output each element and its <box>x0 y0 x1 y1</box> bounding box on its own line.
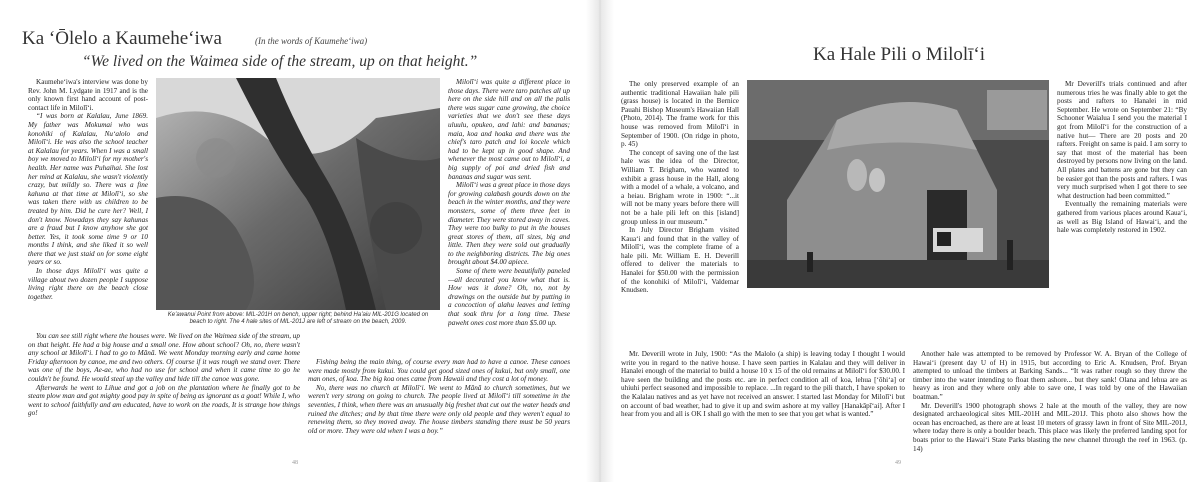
right-bottom-left-block <box>621 350 905 458</box>
bryan-paragraph: Another hale was attempted to be removed by Professor W. A. Bryan of the College of Hawaiʻi (present day U of H) in 1915, but according to Eric A. Knudsen, Prof. Bryan attempted to unload the timbers at Barking Sands... “It was rather rough so they threw the timber into the water intending to float them ashore... but they sank! Olana and lehua are as heavy as iron and they where only able to save one, I was told by one of the Hawaiian boatman.” <box>913 350 1187 401</box>
bottom-paragraph-1: You can see still right where the houses were. We lived on the Waimea side of the stream, up on that height. He had a big house and a small one. How about school? Oh, no, there wasn't any school at Milolīʻi. I had to go to Mānā. We went Monday morning early and came home Friday afternoon by canoe, me and two others. Of course if it was rough we stand over. There was one of the boys, Ae-ae, who had no use for school and when it came time to go he couldn't be found. He would steal up the valley and hide till the canoe was gone. <box>28 332 300 383</box>
landscape-image <box>156 78 440 310</box>
intro-paragraph: Kaumeheʻiwa's interview was done by Rev. John M. Lydgate in 1917 and is the only known first hand account of post-contact life in Milolīʻi. <box>28 78 148 112</box>
quote-paragraph-2: In those days Milolīʻi was quite a village about two dozen people I suppose living right there on the beach close together. <box>28 267 148 301</box>
brigham-paragraph: The concept of saving one of the last hale was the idea of the Director, William T. Brigham, who wanted to exhibit a grass house in the Hall, along with a model of a whale, a volcano, and a heiau. Brigham wrote in 1900: “...it will not be many years before there will not be a hale pili left on this [island] group unless in our museum.” <box>621 148 739 226</box>
right-page-title: Ka Hale Pili o Milolīʻi <box>813 44 986 65</box>
church-paragraph: No, there was no church at Milolīʻi. We went to Mānā to church sometimes, but we weren't very strong on going to church. The people lived at Milolīʻi till sometime in the seventies, I think, when there was an unusually big freshet that cut out the water heads and ruined the ditches; and by that time there were only old people and they weren't equal to renewing them, so they moved away. The house timbers standing there must be 50 years old or more. They were old when I was a boy.” <box>308 383 570 435</box>
col3-paragraph-2: Milolīʻi was a great place in those days for growing calabash gourds down on the beach in the winter months, and they were monsters, some of them three feet in diameter. They were stored away in caves. They were too bulky to put in the houses great stores of them, all sizes, big and little. Then they were sold out gradually to the neighboring districts. The big ones brought about $4.00 apiece. <box>448 181 570 267</box>
deverill-offer-paragraph: In July Director Brigham visited Kauaʻi and found that in the valley of Milolīʻi, was the complete frame of a hale pili. Mr. William E. H. Deverill offered to deliver the materials to Hanalei for $50.00 with the permission of the konohiki of Milolīʻi, Valdemar Knudsen. <box>621 226 739 295</box>
right-column-1 <box>621 80 739 348</box>
hale-intro-paragraph: The only preserved example of an authentic traditional Hawaiian hale pili (grass house) is located in the Bernice Pauahi Bishop Museum's Hawaiian Hall (Photo, 2014). The frame work for this house was removed from Milolīʻi in September of 1900. (On ridge in photo, p. 45) <box>621 80 739 149</box>
left-bottom-right-block <box>308 358 570 458</box>
deverill-letter-paragraph: Mr. Deverill wrote in July, 1900: “As the Malolo (a ship) is leaving today I thought I would write you in regard to the native house. I have seen parties in Kalalau and they will deliver in Hanalei enough of the material to build a house 10 x 15 of the old remains at Milolīʻi for $30.00. I have seen the building and the posts etc. are in perfect condition all of koa, lehua [ʻōhiʻa] or uhiuhi perfect seasoned and impossible to replace. ...In regard to the pili thatch, I have spoken to the Kalalau natives and as yet have not received an answer. I started last Monday for Milolīʻi but on account of bad weather, had to give it up and swim ashore at my valley [Hanakāpīʻai]. After I hear from you and all is OK I shall go with the men to see that you get what is wanted.” <box>621 350 905 419</box>
left-column-1 <box>28 78 148 330</box>
left-page-number: 48 <box>292 460 298 466</box>
right-column-3 <box>1057 80 1187 336</box>
left-bottom-block <box>28 332 300 456</box>
right-page-number: 49 <box>895 460 901 466</box>
left-page-subtitle: (In the words of Kaumeheʻiwa) <box>255 36 368 46</box>
restoration-paragraph: Eventually the remaining materials were gathered from various places around Kauaʻi, as well as Big Island of Hawaiʻi, and the hale was completely restored in 1902. <box>1057 200 1187 235</box>
grass-house-image <box>747 80 1049 288</box>
right-page <box>615 8 1193 474</box>
right-bottom-right-block <box>913 350 1187 458</box>
photograph-paragraph: Mr. Deverill's 1900 photograph shows 2 hale at the mouth of the valley, they are now designated archaeological sites MIL-201H and MIL-201J. This photo also shows how the ocean has encroached, as there are at least 10 meters of grassy lawn in front of Site MIL-201J, where today there is only a boulder beach. This place was likely the preferred landing spot for boats prior to the Hawaiʻi State Parks blasting the new channel through the reef in 1963. (p. 14) <box>913 401 1187 453</box>
fishing-paragraph: Fishing being the main thing, of course every man had to have a canoe. These canoes were made mostly from kukui. You could get good sized ones of kukui, but only small, one man ones, of koa. The big koa ones came from Hawaii and they cost a lot of money. <box>308 358 570 384</box>
keawanui-point-photo <box>156 78 440 310</box>
book-gutter <box>586 0 614 482</box>
col3-paragraph-1: Milolīʻi was quite a different place in those days. There were taro patches all up here on the side hill and on all the palis there was sugar cane growing, the choice varieties that we don't see these days uluulu, opukeo, and lahi: and bananas; maia, koa and hoaka and there was the chief's taro patch and loi kocele which had to be kept up in good shape. And whenever the most came out to Milolīʻi, a big supply of poi and dried fish and bananas and sugar was sent. <box>448 78 570 181</box>
left-page <box>10 8 585 474</box>
quote-paragraph-1: “I was born at Kalalau, June 1869. My father was Mokumai who was konohiki of Kalalau, Nuʻalolo and Milolīʻi. He was also the school teacher at Kalalau for years. When I was a small boy we moved to Milolīʻi for my mother's health. Her name was Puhaihai. She lost her mind at Kalalau, she wasn't violently crazy, but mildly so. There was a fine kahuna at that time at Milolīʻi, so she was taken there with us children to be treated by him. Did he cure her? Well, I don't know. Nowadays they say kahunas are a fraud but I know anyhow she got better. Yes, it took some time 9 or 10 months I think, and she liked it so well there that we just staid on for some eight years or so. <box>28 112 148 267</box>
bottom-paragraph-2: Afterwards he went to Lihue and got a job on the plantation where he finally got to be steam plow man and got mighty good pay in spite of being as ignorant as a goat! While I, who went to school faithfully and am educated, have to work on the roads, It is strange how things go! <box>28 383 300 418</box>
left-column-3 <box>448 78 570 354</box>
pull-quote: “We lived on the Waimea side of the stream, up on that height.” <box>82 53 478 70</box>
hale-pili-photo <box>747 80 1049 288</box>
photo-caption: Keʻawanui Point from above: MIL-201H on bench, upper right; behind Haʻaiu MIL-201G located on beach to right. The 4 hale sites of MIL-201J are left of stream on the beach, 2009. <box>167 312 429 326</box>
left-page-title: Ka ʻŌlelo a Kaumeheʻiwa <box>22 28 222 49</box>
col3-paragraph-3: Some of them were beautifully paneled —all decorated you know what that is. How was it done? Oh, no, not by drawings on the outside but by putting in a concoction of alahu leaves and letting that soak thru for a long time. These paweht ones cost more than $5.00 up. <box>448 267 570 327</box>
deverill-trials-paragraph: Mr Deverill's trials continued and after numerous tries he was finally able to get the posts and rafters to Hanalei in mid September. He wrote on September 21: “By Schooner Waialua I send you the material I got from Milolīʻi for the construction of a native hut— There are 20 posts and 20 rafters. Freight on same is paid. I am sorry to say that most of the material has been destroyed by persons now living on the land. All plates and battens are gone but they can be easier got than the posts and rafters. I was very much surprised when I got there to see what destruction had been committed.” <box>1057 80 1187 200</box>
